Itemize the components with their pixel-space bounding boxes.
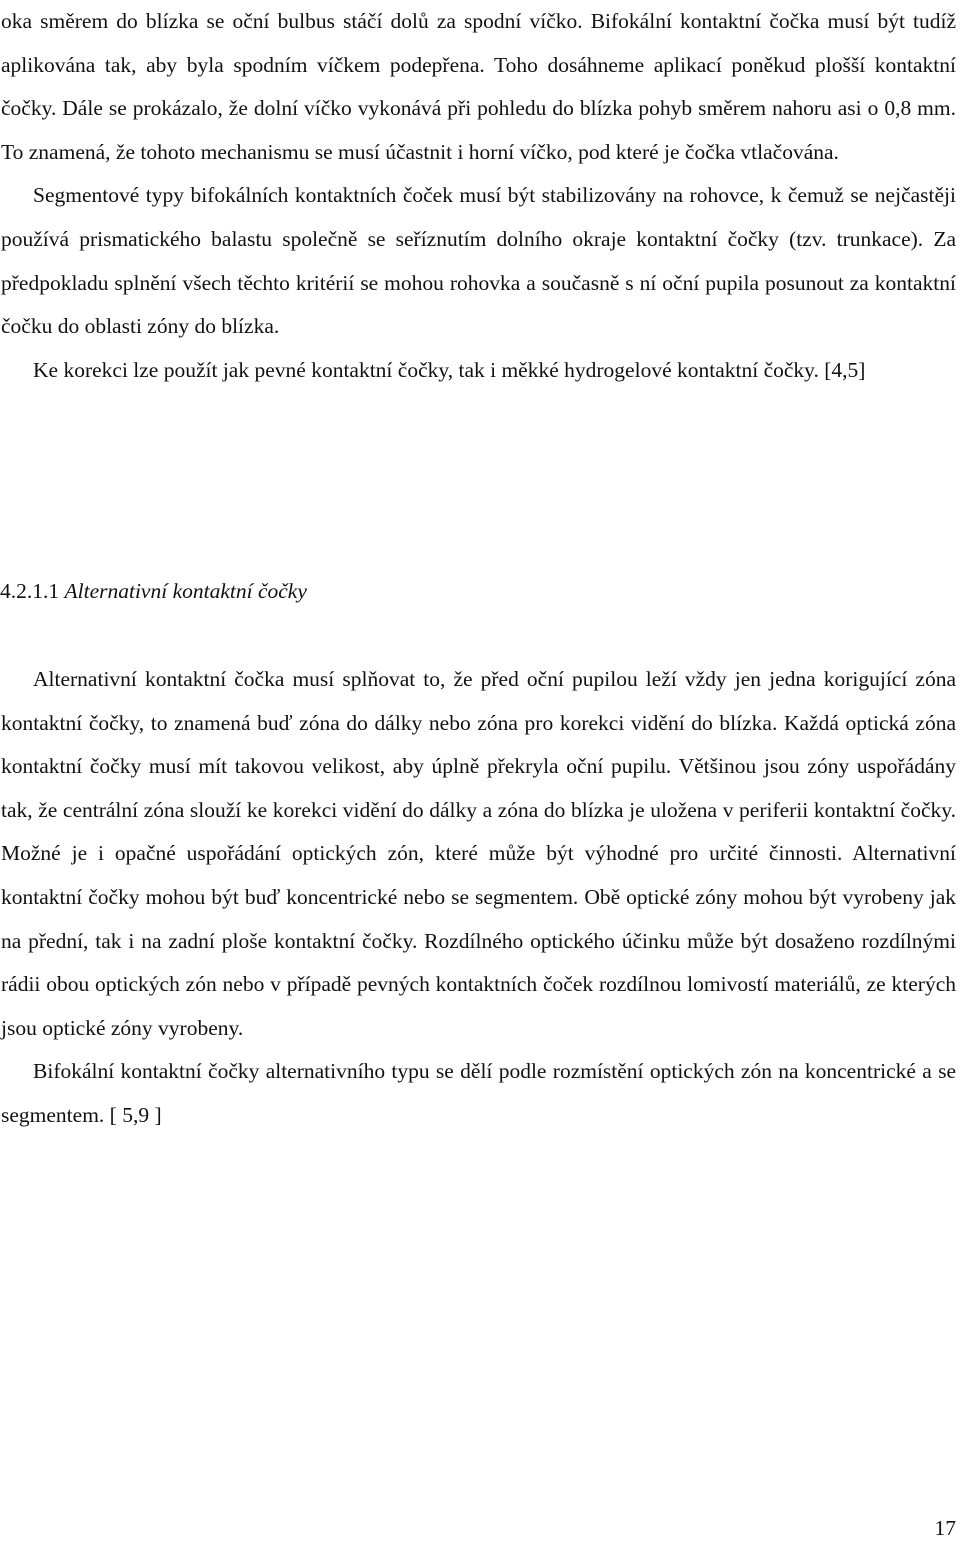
- paragraph-alternative-lens: Alternativní kontaktní čočka musí splňovat to, že před oční pupilou leží vždy jen jedna korigující zóna kontaktní čočky, to znamená buď zóna do dálky nebo zóna pro korekci vidění do blízka. Každá optická zóna kontaktní čočky musí mít takovou velikost, aby úplně překryla oční pupilu. Většinou jsou zóny uspořádány tak, že centrální zóna slouží ke korekci vidění do dálky a zóna do blízka je uložena v periferii kontaktní čočky. Možné je i opačné uspořádání optických zón, které může být výhodné pro určité činnosti. Alternativní kontaktní čočky mohou být buď koncentrické nebo se segmentem. Obě optické zóny mohou být vyrobeny jak na přední, tak i na zadní ploše kontaktní čočky. Rozdílného optického účinku může být dosaženo rozdílnými rádii obou optických zón nebo v případě pevných kontaktních čoček rozdílnou lomivostí materiálů, ze kterých jsou optické zóny vyrobeny.: [1, 667, 956, 1040]
- section-title: Alternativní kontaktní čočky: [64, 579, 307, 603]
- bottom-text-block: [1, 658, 956, 1138]
- paragraph-correction: Ke korekci lze použít jak pevné kontaktní čočky, tak i měkké hydrogelové kontaktní čočky. [4,5]: [33, 357, 866, 382]
- section-heading: [0, 571, 307, 611]
- top-text-block: [1, 0, 956, 392]
- section-number: 4.2.1.1: [0, 579, 60, 603]
- paragraph-segment-types: Segmentové typy bifokálních kontaktních čoček musí být stabilizovány na rohovce, k čemuž se nejčastěji používá prismatického balastu společně se seříznutím dolního okraje kontaktní čočky (tzv. trunkace). Za předpokladu splnění všech těchto kritérií se mohou rohovka a současně s ní oční pupila posunout za kontaktní čočku do oblasti zóny do blízka.: [1, 183, 956, 339]
- paragraph-continuation: oka směrem do blízka se oční bulbus stáčí dolů za spodní víčko. Bifokální kontaktní čočka musí být tudíž aplikována tak, aby byla spodním víčkem podepřena. Toho dosáhneme aplikací poněkud plošší kontaktní čočky. Dále se prokázalo, že dolní víčko vykonává při pohledu do blízka pohyb směrem nahoru asi o 0,8 mm. To znamená, že tohoto mechanismu se musí účastnit i horní víčko, pod které je čočka vtlačována.: [1, 9, 956, 164]
- page-number: 17: [934, 1516, 956, 1540]
- paragraph-bifocal-types: Bifokální kontaktní čočky alternativního typu se dělí podle rozmístění optických zón na koncentrické a se segmentem. [ 5,9 ]: [1, 1059, 956, 1127]
